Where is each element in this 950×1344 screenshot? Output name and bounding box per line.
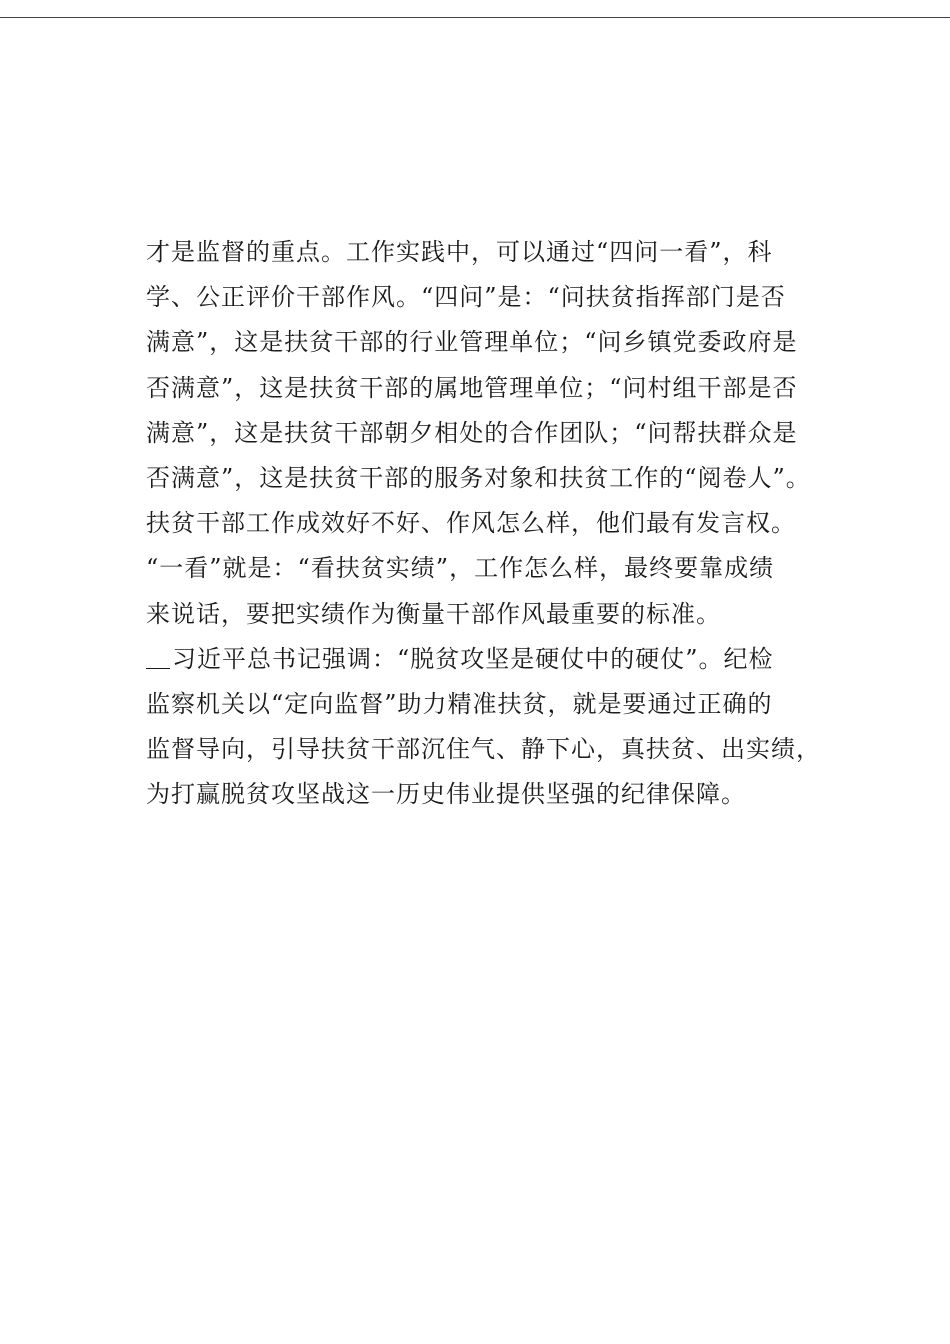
text-line: 扶贫干部工作成效好不好、作风怎么样，他们最有发言权。 bbox=[146, 509, 796, 538]
text-line: 满意”，这是扶贫干部朝夕相处的合作团队；“问帮扶群众是 bbox=[146, 418, 798, 447]
header-rule bbox=[0, 17, 950, 18]
text-line: 才是监督的重点。工作实践中，可以通过“四问一看”，科 bbox=[146, 238, 773, 266]
text-line: 否满意”，这是扶贫干部的服务对象和扶贫工作的“阅卷人”。 bbox=[146, 463, 811, 492]
underline-blank bbox=[146, 648, 170, 669]
text-line: 学、公正评价干部作风。“四问”是：“问扶贫指挥部门是否 bbox=[146, 283, 786, 312]
text-line: 为打赢脱贫攻坚战这一历史伟业提供坚强的纪律保障。 bbox=[146, 780, 746, 809]
document-body bbox=[146, 230, 866, 817]
text-line: 满意”，这是扶贫干部的行业管理单位；“问乡镇党委政府是 bbox=[146, 328, 798, 357]
text-line: 监察机关以“定向监督”助力精准扶贫，就是要通过正确的 bbox=[146, 689, 773, 718]
text-line: 否满意”，这是扶贫干部的属地管理单位；“问村组干部是否 bbox=[146, 373, 798, 402]
text-line-with-blank bbox=[146, 637, 866, 682]
text-line-content: 习近平总书记强调：“脱贫攻坚是硬仗中的硬仗”。纪检 bbox=[172, 644, 774, 673]
text-line: 监督导向，引导扶贫干部沉住气、静下心，真扶贫、出实绩， bbox=[146, 735, 821, 764]
text-line: “一看”就是：“看扶贫实绩”，工作怎么样，最终要靠成绩 bbox=[146, 554, 775, 583]
text-line: 来说话，要把实绩作为衡量干部作风最重要的标准。 bbox=[146, 599, 721, 628]
